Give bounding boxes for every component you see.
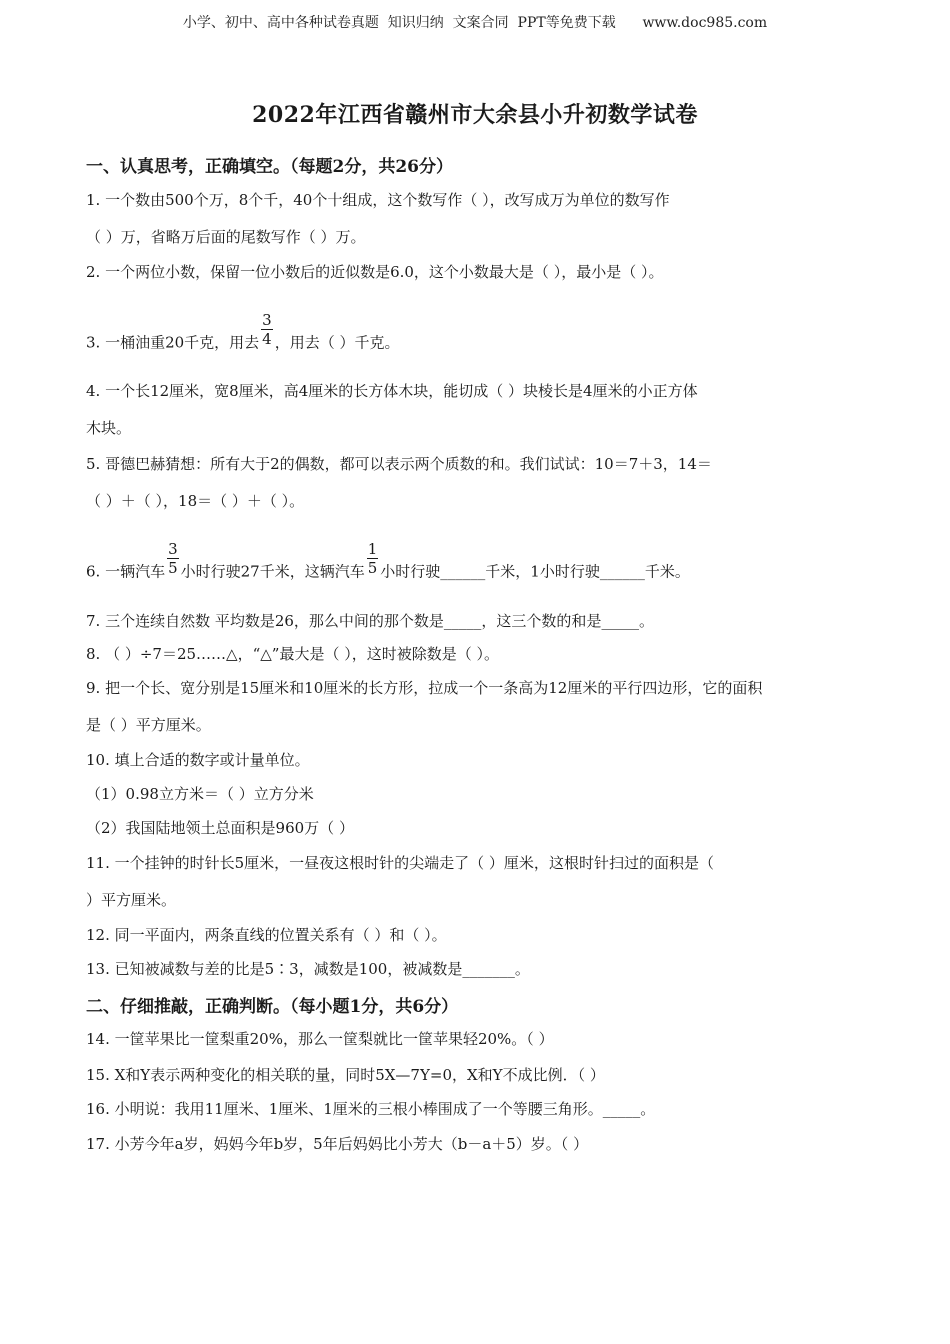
question-1-line-2: （ ）万，省略万后面的尾数写作（ ）万。 [86, 228, 366, 246]
question-3 [86, 311, 400, 362]
fraction-denominator: 5 [168, 559, 178, 577]
question-15: 15. X和Y表示两种变化的相关联的量，同时5X—7Y=0，X和Y不成比例．（ ） [86, 1066, 605, 1084]
question-12: 12. 同一平面内，两条直线的位置关系有（ ）和（ ）。 [86, 926, 447, 944]
question-7: 7. 三个连续自然数 平均数是26，那么中间的那个数是_____，这三个数的和是_____。 [86, 612, 654, 630]
question-5-line-1: 5. 哥德巴赫猜想：所有大于2的偶数，都可以表示两个质数的和。我们试试：10＝7＋3，14＝ [86, 455, 712, 473]
question-3-text-end: ，用去（ ）千克。 [274, 333, 400, 352]
question-10-part-1: （1）0.98立方米＝（ ）立方分米 [86, 785, 314, 803]
question-4-line-1: 4. 一个长12厘米，宽8厘米，高4厘米的长方体木块，能切成（ ）块棱长是4厘米的小正方体 [86, 382, 698, 400]
page-title: 2022年江西省赣州市大余县小升初数学试卷 [252, 102, 698, 128]
fraction-denominator: 4 [262, 330, 272, 348]
section-heading-fill-blank: 一、认真思考，正确填空。（每题2分，共26分） [86, 157, 453, 177]
fraction-three-fifths [167, 540, 179, 577]
question-11-line-1: 11. 一个挂钟的时针长5厘米，一昼夜这根时针的尖端走了（ ）厘米，这根时针扫过的面积是（ [86, 854, 714, 872]
fraction-one-fifth [367, 540, 379, 577]
question-11-line-2: ）平方厘米。 [86, 891, 177, 909]
question-6 [86, 540, 690, 591]
question-14: 14. 一筐苹果比一筐梨重20%，那么一筐梨就比一筐苹果轻20%。（ ） [86, 1030, 554, 1048]
section-heading-true-false: 二、仔细推敲，正确判断。（每小题1分，共6分） [86, 997, 459, 1017]
fraction-numerator: 3 [262, 311, 272, 329]
question-4-line-2: 木块。 [86, 419, 132, 437]
fraction-numerator: 1 [367, 540, 378, 558]
fraction-denominator: 5 [367, 559, 378, 577]
question-8: 8. （ ）÷7＝25……△，“△”最大是（ ），这时被除数是（ ）。 [86, 645, 499, 663]
question-9-line-1: 9. 把一个长、宽分别是15厘米和10厘米的长方形，拉成一个一条高为12厘米的平行四边形，它的面积 [86, 679, 763, 697]
question-10-part-2: （2）我国陆地领土总面积是960万（ ） [86, 819, 354, 837]
question-1-line-1: 1. 一个数由500个万，8个千，40个十组成，这个数写作（ ），改写成万为单位的数写作 [86, 191, 670, 209]
question-6-text-end: 小时行驶______千米，1小时行驶______千米。 [380, 562, 690, 581]
question-5-line-2: （ ）＋（ ），18＝（ ）＋（ ）。 [86, 492, 305, 510]
question-10: 10. 填上合适的数字或计量单位。 [86, 751, 310, 769]
fraction-three-quarters [261, 311, 273, 348]
question-16: 16. 小明说：我用11厘米、1厘米、1厘米的三根小棒围成了一个等腰三角形。_____。 [86, 1100, 656, 1118]
question-2: 2. 一个两位小数，保留一位小数后的近似数是6.0，这个小数最大是（ ），最小是（ ）。 [86, 263, 664, 281]
question-9-line-2: 是（ ）平方厘米。 [86, 716, 211, 734]
fraction-numerator: 3 [168, 540, 178, 558]
question-13: 13. 已知被减数与差的比是5∶3，减数是100，被减数是_______。 [86, 960, 530, 978]
question-17: 17. 小芳今年a岁，妈妈今年b岁，5年后妈妈比小芳大（b－a＋5）岁。（ ） [86, 1135, 589, 1153]
question-3-text-start: 3. 一桶油重20千克，用去 [86, 333, 260, 352]
question-6-text-start: 6. 一辆汽车 [86, 562, 166, 581]
site-header: 小学、初中、高中各种试卷真题 知识归纳 文案合同 PPT等免费下载 www.doc985.com [182, 15, 768, 31]
question-6-text-middle: 小时行驶27千米，这辆汽车 [180, 562, 365, 581]
